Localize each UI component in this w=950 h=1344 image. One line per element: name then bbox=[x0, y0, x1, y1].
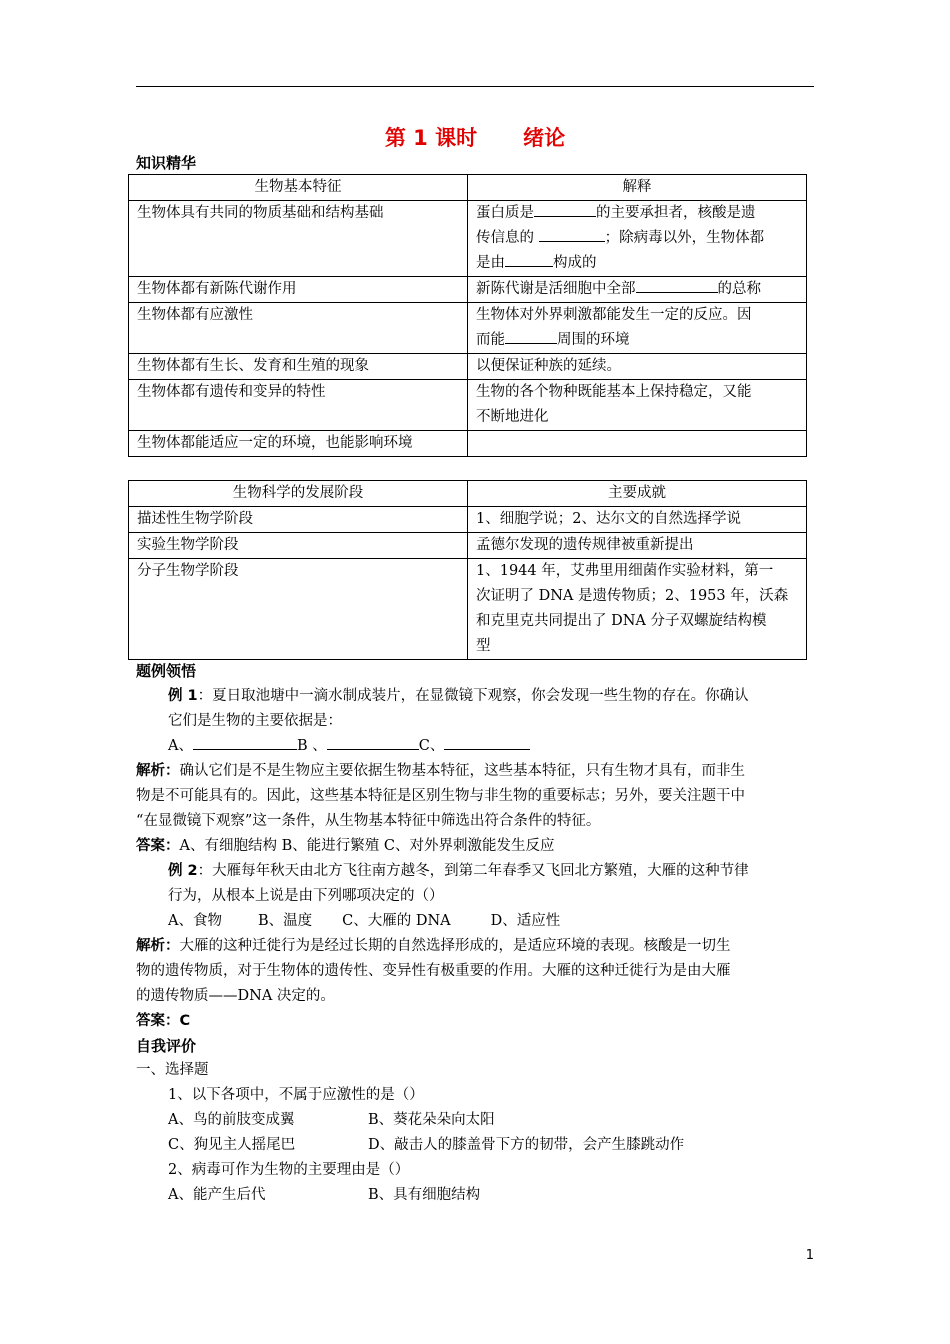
part-heading: 一、选择题 bbox=[136, 1062, 209, 1078]
cell-text: 周围的环境 bbox=[557, 332, 630, 348]
example-text: ：大雁每年秋天由北方飞往南方越冬，到第二年春季又飞回北方繁殖，大雁的这种节律 bbox=[197, 863, 749, 879]
option: A、鸟的前肢变成翼 bbox=[168, 1112, 295, 1128]
option: D、敲击人的膝盖骨下方的韧带，会产生膝跳动作 bbox=[368, 1137, 685, 1153]
cell-text: 不断地进化 bbox=[476, 409, 549, 425]
example2-answer bbox=[136, 1009, 190, 1034]
fill-blank[interactable] bbox=[327, 735, 419, 750]
analysis-text: 大雁的这种迁徙行为是经过长期的自然选择形成的，是适应环境的表现。核酸是一切生 bbox=[179, 938, 731, 954]
table-header-row bbox=[129, 175, 807, 201]
example2-analysis-cont: 的遗传物质——DNA 决定的。 bbox=[136, 988, 335, 1004]
option: A、能产生后代 bbox=[168, 1187, 266, 1203]
fill-blank[interactable] bbox=[505, 252, 553, 267]
lesson-number: 第 1 课时 bbox=[384, 126, 478, 150]
features-table bbox=[128, 174, 807, 457]
example-label: 例 1 bbox=[168, 688, 198, 704]
fill-blank[interactable] bbox=[193, 735, 297, 750]
example2-options bbox=[168, 909, 560, 934]
table-cell: 生物体都有遗传和变异的特性 bbox=[129, 380, 468, 431]
fill-blank[interactable] bbox=[505, 329, 557, 344]
example1-blanks bbox=[168, 734, 530, 759]
page-number: 1 bbox=[805, 1248, 814, 1263]
example1-analysis-cont: 物是不可能具有的。因此，这些基本特征是区别生物与非生物的重要标志；另外，要关注题干中 bbox=[136, 788, 745, 804]
table-header-cell: 主要成就 bbox=[468, 481, 807, 507]
section-self-eval: 自我评价 bbox=[136, 1037, 197, 1055]
question-1-options bbox=[168, 1108, 495, 1133]
table-row bbox=[129, 303, 807, 354]
table-cell: 以便保证种族的延续。 bbox=[468, 354, 807, 380]
option: B、葵花朵朵向太阳 bbox=[368, 1112, 495, 1128]
table-cell bbox=[468, 201, 807, 277]
answer-text: C bbox=[179, 1013, 191, 1029]
table-cell: 1、细胞学说；2、达尔文的自然选择学说 bbox=[468, 507, 807, 533]
table-row bbox=[129, 559, 807, 660]
example1-answer bbox=[136, 834, 554, 859]
table-cell: 生物体都有应激性 bbox=[129, 303, 468, 354]
blank-label: B 、 bbox=[296, 738, 327, 754]
analysis-label: 解析： bbox=[136, 938, 180, 954]
question-1-options bbox=[168, 1133, 684, 1158]
analysis-label: 解析： bbox=[136, 763, 180, 779]
cell-text: 次证明了 DNA 是遗传物质；2、1953 年，沃森 bbox=[476, 588, 789, 604]
table-cell: 实验生物学阶段 bbox=[129, 533, 468, 559]
cell-text: 蛋白质是 bbox=[476, 205, 534, 221]
question-2: 2、病毒可作为生物的主要理由是（） bbox=[168, 1162, 410, 1178]
header-rule bbox=[136, 86, 814, 87]
fill-blank[interactable] bbox=[539, 227, 605, 242]
cell-text: 的主要承担者，核酸是遗 bbox=[596, 205, 756, 221]
table-cell bbox=[468, 303, 807, 354]
option: C、狗见主人摇尾巴 bbox=[168, 1137, 296, 1153]
table-cell: 生物体具有共同的物质基础和结构基础 bbox=[129, 201, 468, 277]
cell-text: ；除病毒以外，生物体都 bbox=[604, 230, 765, 246]
answer-text: A、有细胞结构 B、能进行繁殖 C、对外界刺激能发生反应 bbox=[179, 838, 555, 854]
answer-label: 答案： bbox=[136, 838, 180, 854]
question-1: 1、以下各项中，不属于应激性的是（） bbox=[168, 1087, 424, 1103]
fill-blank[interactable] bbox=[636, 278, 718, 293]
table-header-row bbox=[129, 481, 807, 507]
example-text: ：夏日取池塘中一滴水制成装片，在显微镜下观察，你会发现一些生物的存在。你确认 bbox=[197, 688, 749, 704]
table-cell: 生物体都能适应一定的环境，也能影响环境 bbox=[129, 431, 468, 457]
page-title bbox=[0, 122, 950, 152]
cell-text: 构成的 bbox=[553, 255, 597, 271]
table-cell: 分子生物学阶段 bbox=[129, 559, 468, 660]
table-row bbox=[129, 354, 807, 380]
table-cell: 生物体都有新陈代谢作用 bbox=[129, 277, 468, 303]
cell-text: 而能 bbox=[476, 332, 505, 348]
table-header-cell: 生物科学的发展阶段 bbox=[129, 481, 468, 507]
section-examples: 题例领悟 bbox=[136, 662, 197, 680]
option: B、温度 bbox=[257, 913, 313, 929]
table-cell bbox=[468, 277, 807, 303]
cell-text: 新陈代谢是活细胞中全部 bbox=[476, 281, 636, 297]
table-cell: 描述性生物学阶段 bbox=[129, 507, 468, 533]
stages-table bbox=[128, 480, 807, 660]
table-row bbox=[129, 201, 807, 277]
example2-analysis-cont: 物的遗传物质，对于生物体的遗传性、变异性有极重要的作用。大雁的这种迁徙行为是由大雁 bbox=[136, 963, 731, 979]
cell-text: 是由 bbox=[476, 255, 505, 271]
cell-text: 和克里克共同提出了 DNA 分子双螺旋结构模 bbox=[476, 613, 767, 629]
fill-blank[interactable] bbox=[444, 735, 530, 750]
answer-label: 答案： bbox=[136, 1013, 180, 1029]
blank-label: C、 bbox=[418, 738, 445, 754]
table-row bbox=[129, 380, 807, 431]
table-header-cell: 生物基本特征 bbox=[129, 175, 468, 201]
section-knowledge: 知识精华 bbox=[136, 154, 197, 172]
analysis-text: 确认它们是不是生物应主要依据生物基本特征，这些基本特征，只有生物才具有，而非生 bbox=[179, 763, 745, 779]
example1-question bbox=[168, 684, 749, 709]
example1-analysis-cont: “在显微镜下观察”这一条件，从生物基本特征中筛选出符合条件的特征。 bbox=[136, 813, 601, 829]
table-cell bbox=[468, 431, 807, 457]
fill-blank[interactable] bbox=[534, 202, 596, 217]
cell-text: 型 bbox=[476, 638, 491, 654]
lesson-topic: 绪论 bbox=[523, 126, 566, 150]
example2-analysis bbox=[136, 934, 731, 959]
example2-question-cont: 行为，从根本上说是由下列哪项决定的（） bbox=[168, 888, 444, 904]
cell-text: 生物的各个物种既能基本上保持稳定，又能 bbox=[476, 384, 752, 400]
option: D、适应性 bbox=[490, 913, 561, 929]
option: C、大雁的 DNA bbox=[342, 913, 451, 929]
table-cell: 生物体都有生长、发育和生殖的现象 bbox=[129, 354, 468, 380]
table-row bbox=[129, 507, 807, 533]
cell-text: 传信息的 bbox=[476, 230, 539, 246]
table-cell bbox=[468, 559, 807, 660]
example1-analysis bbox=[136, 759, 745, 784]
table-header-cell: 解释 bbox=[468, 175, 807, 201]
example1-question-cont: 它们是生物的主要依据是： bbox=[168, 713, 342, 729]
table-row bbox=[129, 533, 807, 559]
example-label: 例 2 bbox=[168, 863, 198, 879]
cell-text: 1、1944 年，艾弗里用细菌作实验材料，第一 bbox=[476, 563, 774, 579]
example2-question bbox=[168, 859, 749, 884]
cell-text: 的总称 bbox=[717, 281, 761, 297]
table-row bbox=[129, 431, 807, 457]
cell-text: 生物体对外界刺激都能发生一定的反应。因 bbox=[476, 307, 752, 323]
option: A、食物 bbox=[168, 913, 222, 929]
blank-label: A、 bbox=[168, 738, 193, 754]
table-cell: 孟德尔发现的遗传规律被重新提出 bbox=[468, 533, 807, 559]
option: B、具有细胞结构 bbox=[368, 1187, 481, 1203]
table-cell bbox=[468, 380, 807, 431]
table-row bbox=[129, 277, 807, 303]
question-2-options bbox=[168, 1183, 480, 1208]
